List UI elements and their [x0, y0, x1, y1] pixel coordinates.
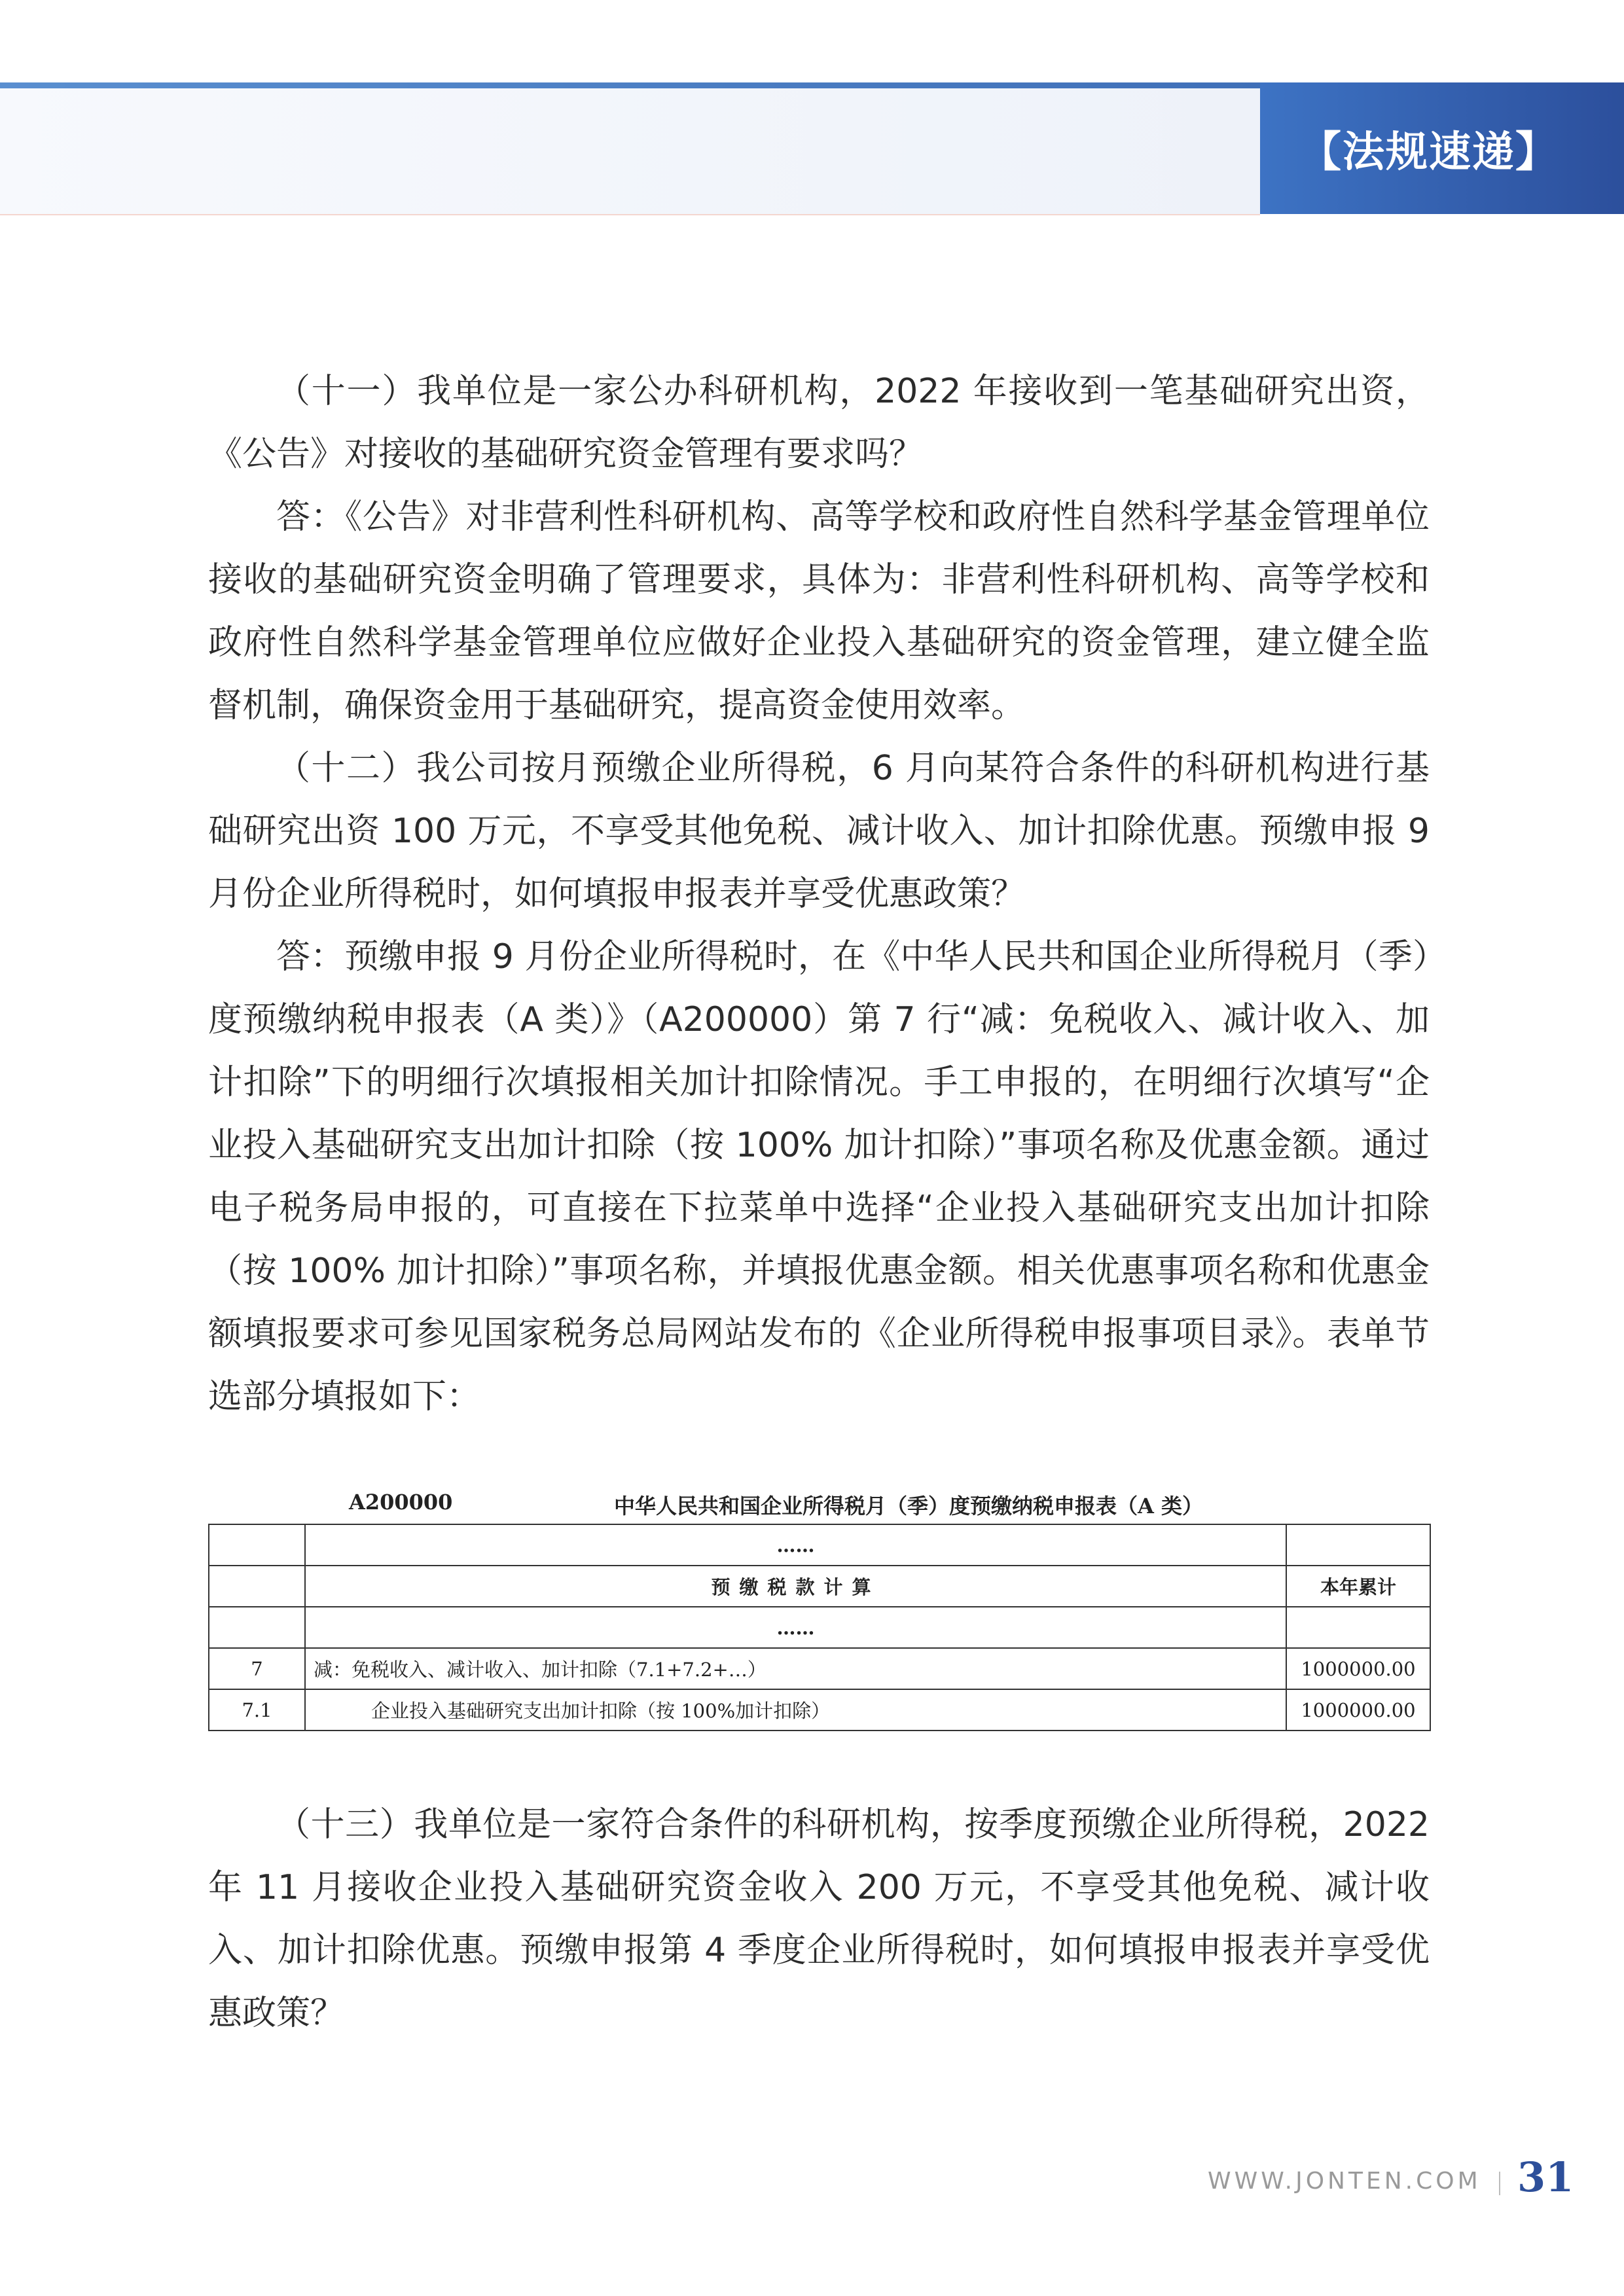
item-cell: 减：免税收入、减计收入、加计扣除（7.1+7.2+…）	[305, 1648, 1286, 1689]
answer-11: 答：《公告》对非营利性科研机构、高等学校和政府性自然科学基金管理单位接收的基础研究资金明确了管理要求，具体为：非营利性科研机构、高等学校和政府性自然科学基金管理单位应做好企业投入基础研究的资金管理，建立健全监督机制，确保资金用于基础研究，提高资金使用效率。	[208, 497, 1430, 725]
form-caption	[208, 1484, 1430, 1524]
footer-divider	[1499, 2172, 1500, 2195]
ellipsis-cell: ……	[305, 1524, 1286, 1566]
question-13: （十三）我单位是一家符合条件的科研机构，按季度预缴企业所得税，2022 年 11 月接收企业投入基础研究资金收入 200 万元，不享受其他免税、减计收入、加计扣除优惠。预缴申报第 4 季度企业所得税时，如何填报申报表并享受优惠政策？	[208, 1805, 1430, 2033]
form-excerpt	[208, 1484, 1430, 1731]
amount-cell: 1000000.00	[1286, 1689, 1430, 1731]
table-cell	[209, 1566, 305, 1607]
question-12: （十二）我公司按月预缴企业所得税，6 月向某符合条件的科研机构进行基础研究出资 100 万元，不享受其他免税、减计收入、加计扣除优惠。预缴申报 9 月份企业所得税时，如何填报申报表并享受优惠政策？	[208, 749, 1430, 914]
question-11: （十一）我单位是一家公办科研机构，2022 年接收到一笔基础研究出资，《公告》对接收的基础研究资金管理有要求吗？	[208, 372, 1430, 474]
form-table	[208, 1524, 1431, 1731]
table-row	[209, 1648, 1430, 1689]
table-row	[209, 1566, 1430, 1607]
table-cell	[1286, 1524, 1430, 1566]
ellipsis-cell: ……	[305, 1607, 1286, 1648]
section-header-cell: 预缴税款计算	[305, 1566, 1286, 1607]
section-tag: 【法规速递】	[1260, 82, 1624, 214]
answer-12: 答：预缴申报 9 月份企业所得税时，在《中华人民共和国企业所得税月（季）度预缴纳税申报表（A 类）》（A200000）第 7 行“减：免税收入、减计收入、加计扣除”下的明细行次填报相关加计扣除情况。手工申报的，在明细行次填写“企业投入基础研究支出加计扣除（按 100% 加计扣除）”事项名称及优惠金额。通过电子税务局申报的，可直接在下拉菜单中选择“企业投入基础研究支出加计扣除（按 100% 加计扣除）”事项名称，并填报优惠金额。相关优惠事项名称和优惠金额填报要求可参见国家税务总局网站发布的《企业所得税申报事项目录》。表单节选部分填报如下：	[208, 937, 1430, 1416]
form-code: A200000	[349, 1490, 453, 1515]
table-row	[209, 1607, 1430, 1648]
table-row	[209, 1689, 1430, 1731]
line-number-cell: 7	[209, 1648, 305, 1689]
header-accent-line	[0, 82, 1260, 88]
form-title: 中华人民共和国企业所得税月（季）度预缴纳税申报表（A 类）	[614, 1494, 1203, 1518]
footer-website: WWW.JONTEN.COM	[1208, 2168, 1481, 2195]
table-row	[209, 1524, 1430, 1566]
header-band	[0, 88, 1260, 214]
page-number: 31	[1517, 2153, 1574, 2201]
table-cell	[1286, 1607, 1430, 1648]
line-number-cell: 7.1	[209, 1689, 305, 1731]
amount-cell: 1000000.00	[1286, 1648, 1430, 1689]
table-cell	[209, 1607, 305, 1648]
item-cell: 企业投入基础研究支出加计扣除（按 100%加计扣除）	[305, 1689, 1286, 1731]
article-body	[208, 360, 1430, 1428]
table-cell	[209, 1524, 305, 1566]
article-body-continued	[208, 1793, 1430, 2045]
header-underline	[0, 214, 1260, 215]
column-header-cell: 本年累计	[1286, 1566, 1430, 1607]
